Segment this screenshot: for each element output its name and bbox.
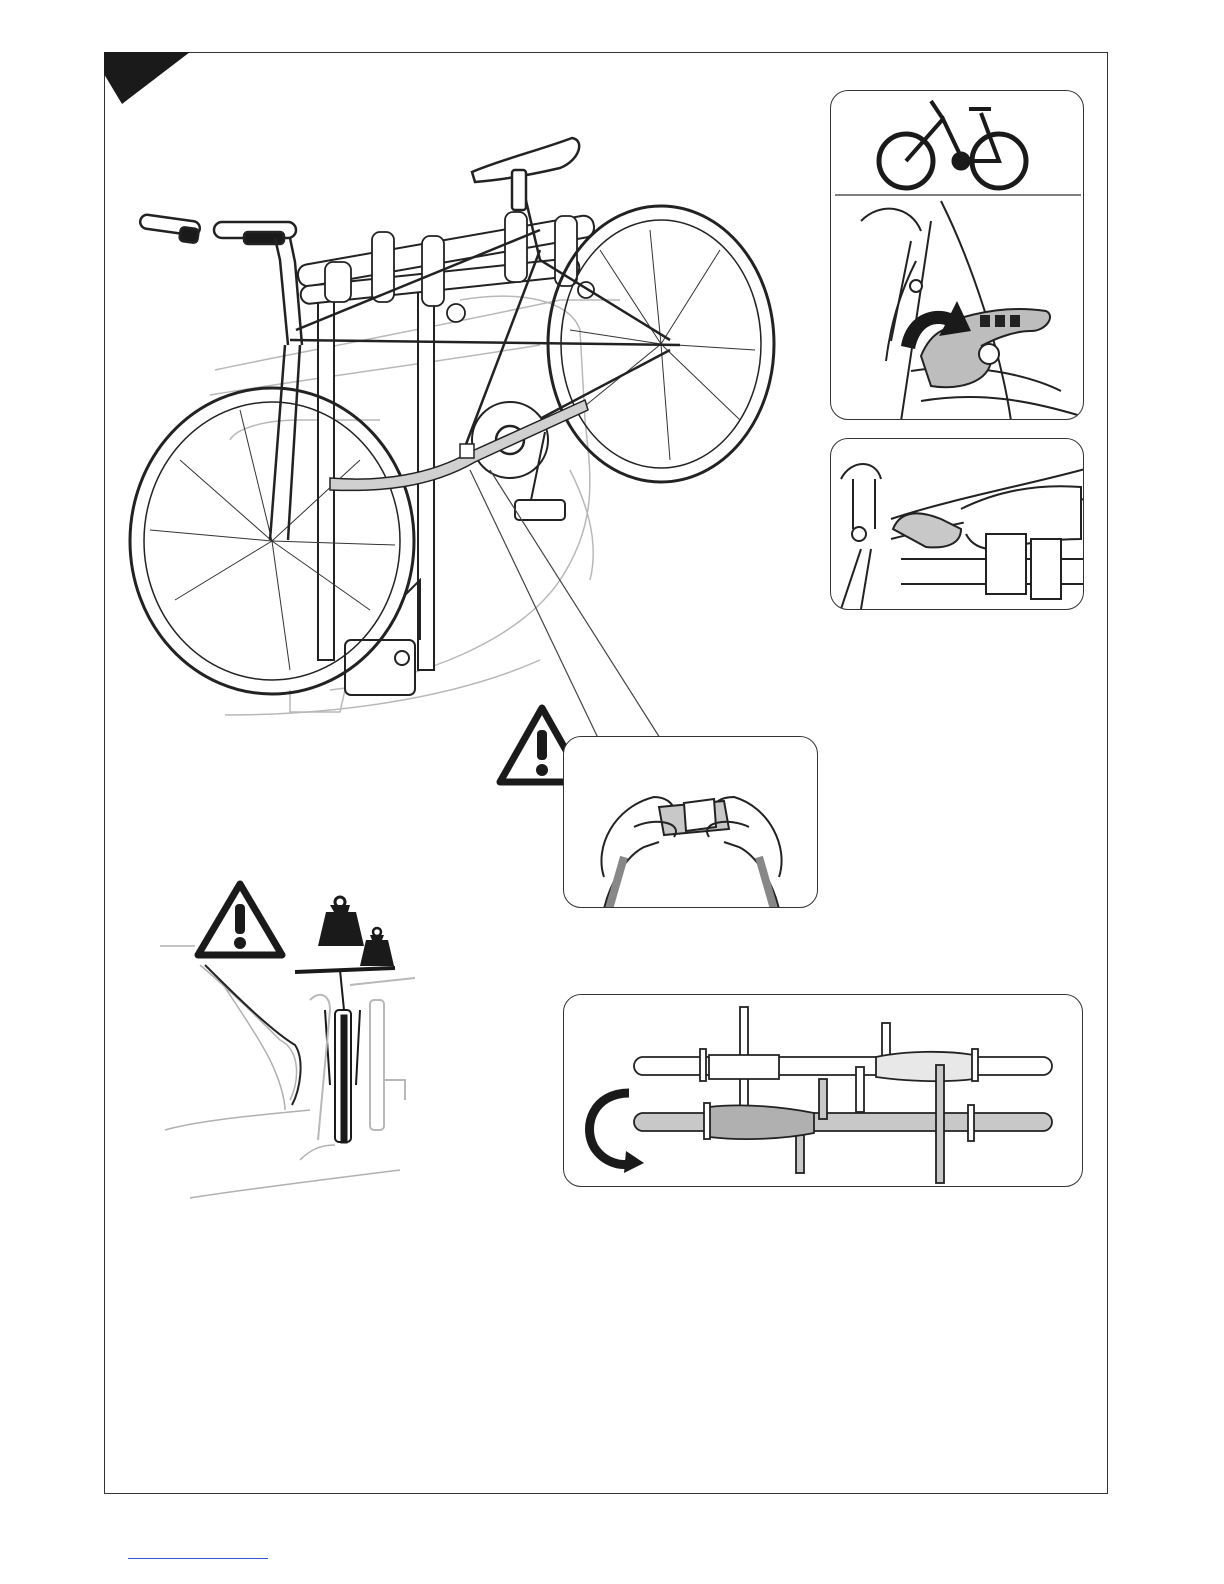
- rack-arm-rotated: [634, 1065, 1052, 1183]
- strap-buckle-illustration: [601, 797, 781, 908]
- main-bike-rack-illustration: [120, 120, 800, 740]
- bike-saddle: [472, 138, 579, 210]
- car-rear-edge: [205, 965, 301, 1105]
- panel-clamp-press: [830, 438, 1084, 610]
- rack-arm-upright: [634, 1007, 1052, 1112]
- footer-link-underline: [128, 1558, 268, 1559]
- bike-spokes: [150, 230, 755, 670]
- warning-icon: [198, 884, 282, 955]
- frame-clamp-press-illustration: [841, 464, 1084, 609]
- bicycle-icon: [879, 101, 1026, 188]
- rear-bike: [310, 978, 415, 1140]
- weight-icon: [318, 897, 364, 946]
- heavier-bike-illustration: [150, 880, 430, 1200]
- panel-bike-type-and-clamp: [830, 90, 1084, 420]
- panel-strap-buckle: [563, 736, 818, 908]
- bike-handlebars: [139, 214, 302, 345]
- weight-icon: [360, 928, 394, 966]
- rack-mast: [318, 290, 434, 695]
- step-corner-marker: [104, 52, 194, 106]
- panel-rack-arms-rotation: [563, 994, 1083, 1187]
- rotate-arrow-icon: [589, 1093, 644, 1173]
- frame-clamp-rotate-illustration: [861, 201, 1081, 420]
